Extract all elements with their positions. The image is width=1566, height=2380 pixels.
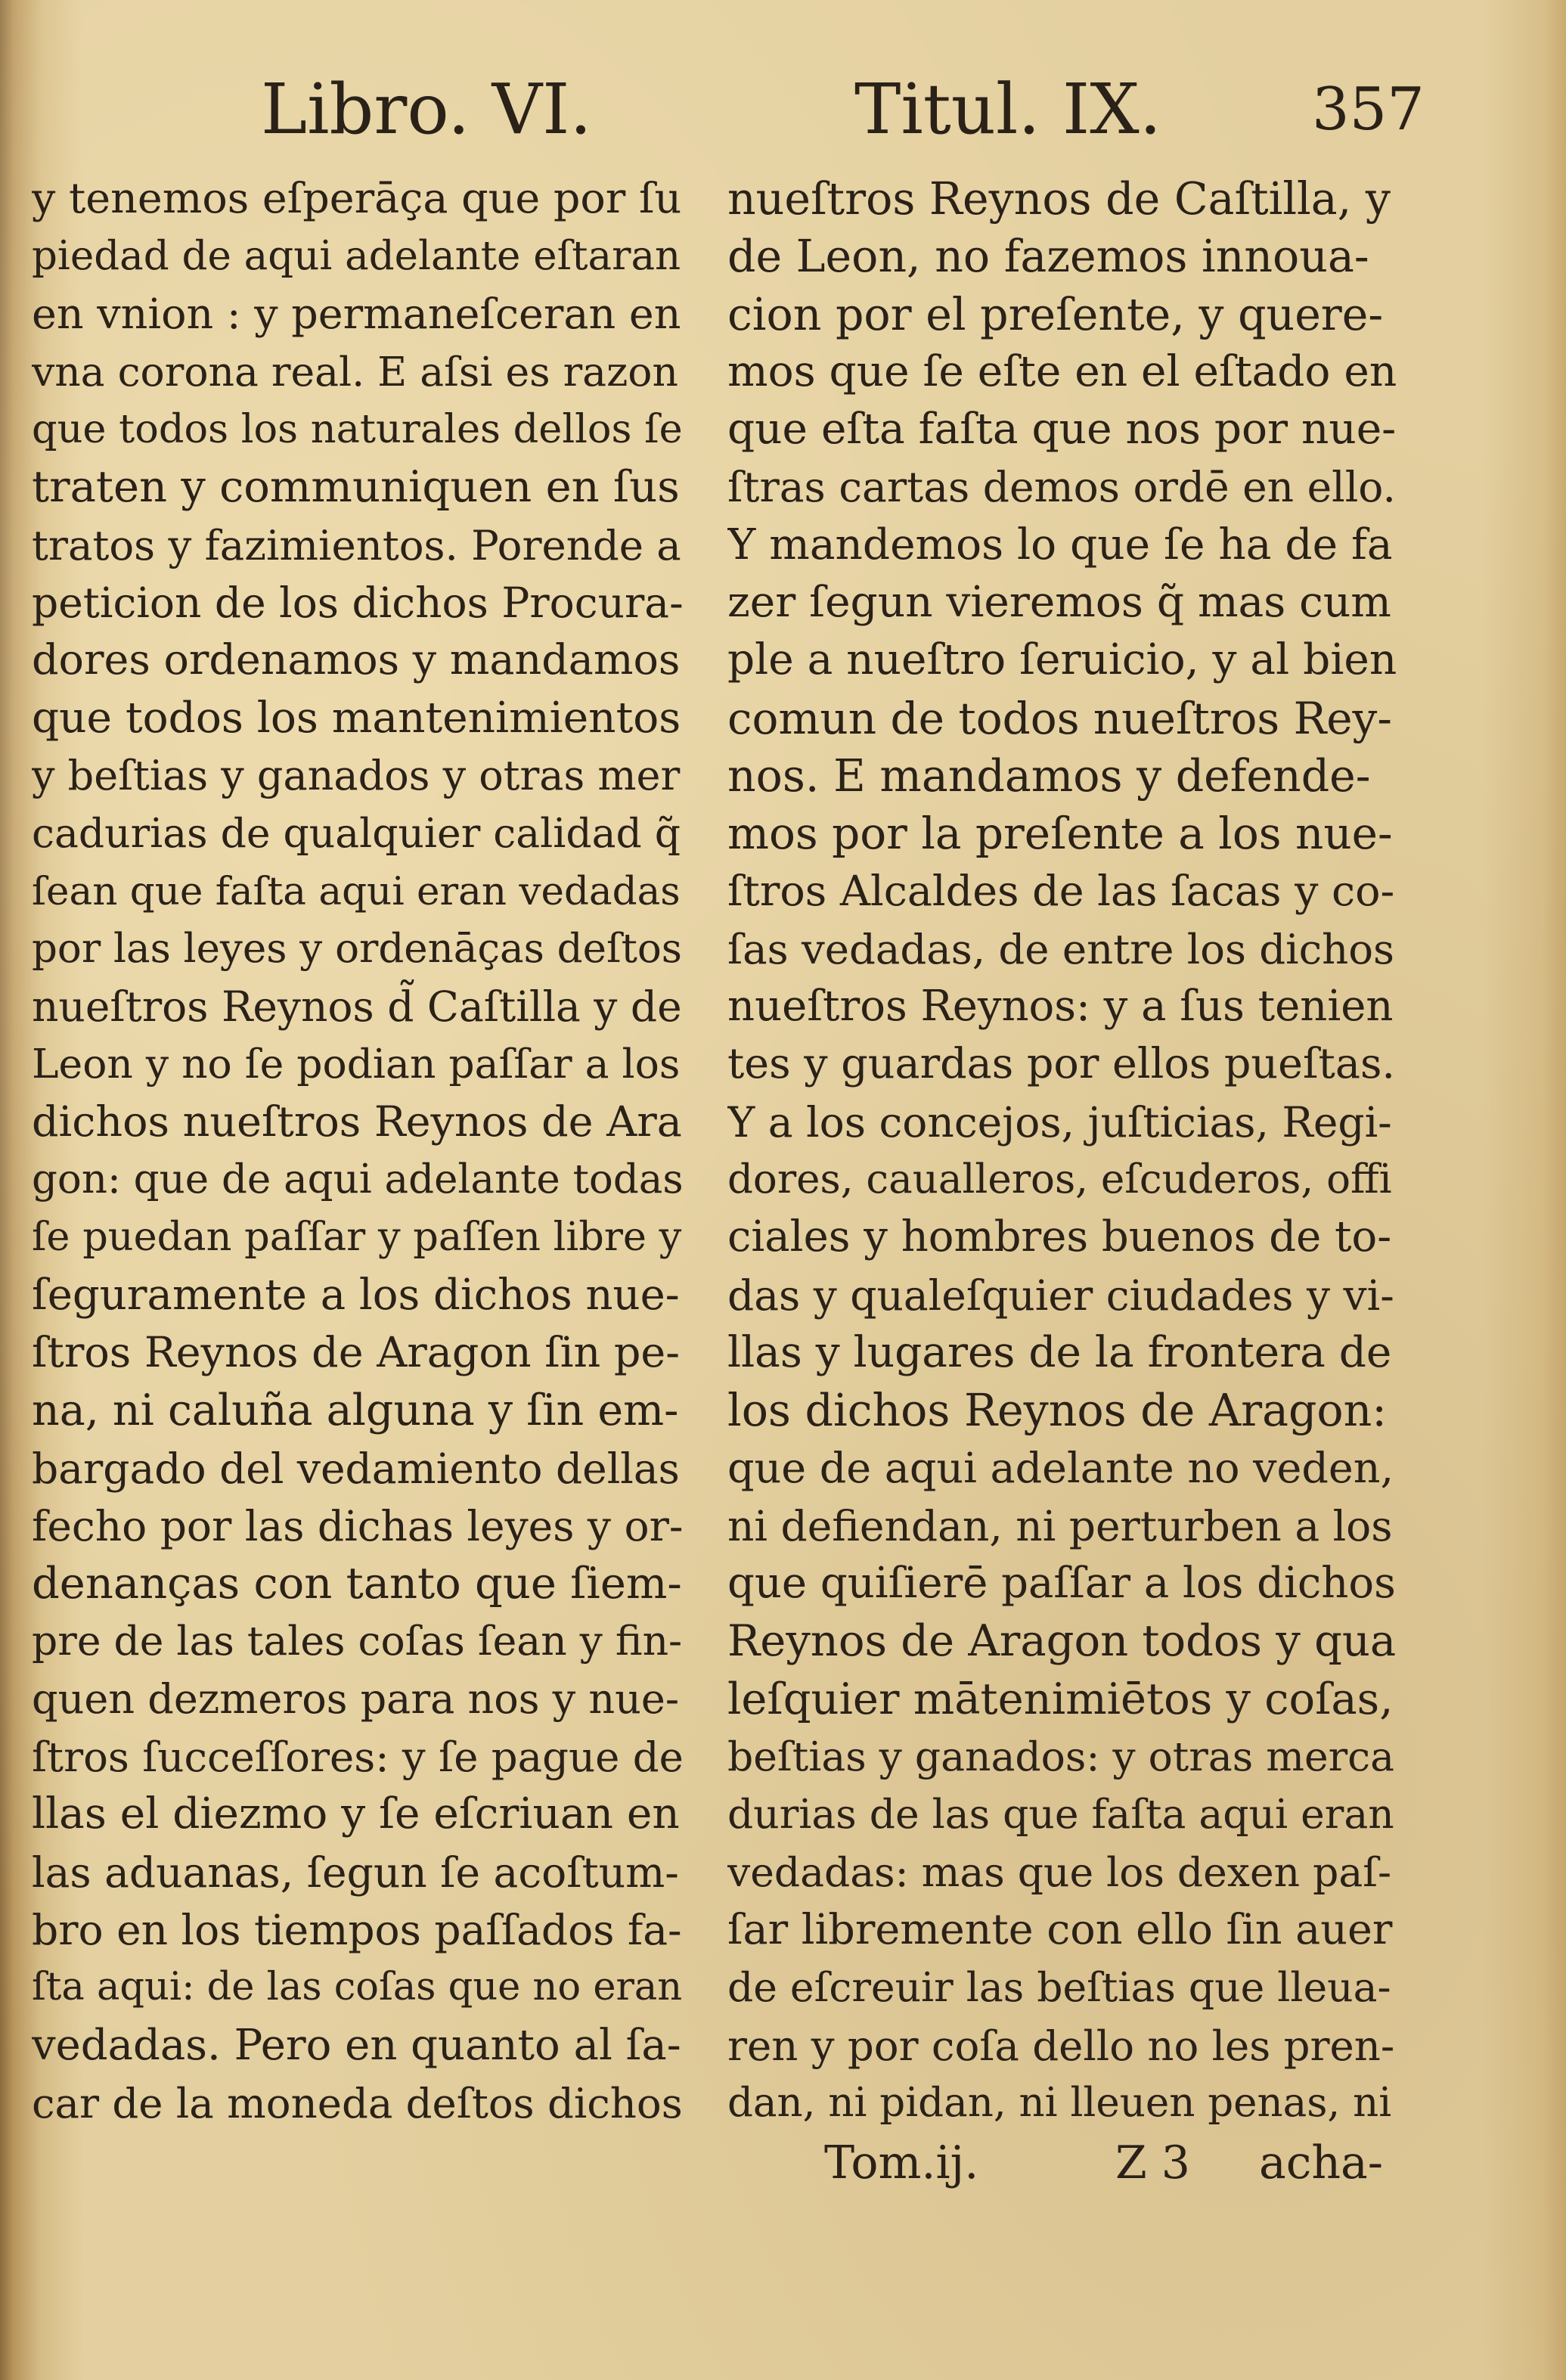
left-text-column	[32, 170, 684, 2132]
text-line: mos por la preſente a los nue-	[727, 808, 1393, 860]
text-line: car de la moneda deſtos dichos	[32, 2078, 683, 2127]
text-line: por las leyes y ordenāças deſtos	[32, 925, 682, 972]
right-text-column	[727, 170, 1397, 2132]
text-line: comun de todos nueſtros Rey-	[727, 692, 1392, 744]
text-line: dores, caualleros, eſcuderos, offi	[727, 1156, 1392, 1203]
text-line: que todos los mantenimientos	[32, 693, 681, 743]
text-line: ſeguramente a los dichos nue-	[32, 1270, 680, 1320]
text-line: tes y guardas por ellos pueſtas.	[727, 1039, 1396, 1089]
running-header	[0, 53, 1566, 166]
footer-catchword: acha-	[1259, 2136, 1384, 2189]
text-line: que todos los naturales dellos ſe	[32, 406, 683, 453]
text-line: que quiſierē paſſar a los dichos	[727, 1559, 1396, 1609]
text-line: das y qualeſquier ciudades y vi-	[727, 1271, 1394, 1320]
text-line: ni defiendan, ni perturben a los	[727, 1501, 1393, 1550]
text-line: peticion de los dichos Procura-	[32, 579, 684, 628]
text-line: y tenemos eſperāça que por ſu	[32, 174, 682, 223]
text-line: que eſta faſta que nos por nue-	[727, 405, 1397, 455]
page-footer	[0, 2125, 1566, 2208]
text-line: nueſtros Reynos d̃ Caſtilla y de	[32, 982, 682, 1032]
text-line: ſtros ſucceſſores: y ſe pague de	[32, 1733, 684, 1782]
text-line: nueſtros Reynos: y a ſus tenien	[727, 982, 1394, 1032]
text-line: vedadas: mas que los dexen paſ-	[727, 1848, 1392, 1896]
text-line: piedad de aqui adelante eſtaran	[32, 233, 681, 280]
header-title: Titul. IX.	[854, 69, 1162, 150]
text-line: llas y lugares de la frontera de	[727, 1327, 1392, 1377]
text-line: los dichos Reynos de Aragon:	[727, 1385, 1388, 1437]
text-line: bargado del vedamiento dellas	[32, 1444, 680, 1493]
text-line: fecho por las dichas leyes y or-	[32, 1501, 684, 1550]
text-line: que de aqui adelante no veden,	[727, 1443, 1394, 1493]
text-line: de eſcreuir las beſtias que lleua-	[727, 1963, 1391, 2012]
text-line: vedadas. Pero en quanto al ſa-	[32, 2020, 681, 2070]
footer-signature: Tom.ij.	[824, 2136, 979, 2189]
text-line: de Leon, no fazemos innoua-	[727, 231, 1369, 283]
text-line: ſas vedadas, de entre los dichos	[727, 924, 1394, 973]
text-line: ciales y hombres buenos de to-	[727, 1212, 1392, 1262]
text-line: durias de las que faſta aqui eran	[727, 1790, 1394, 1839]
text-line: mos que ſe eſte en el eſtado en	[727, 346, 1397, 396]
text-line: denanças con tanto que ſiem-	[32, 1558, 682, 1609]
text-line: zer ſegun vieremos q̃ mas cum	[727, 578, 1391, 628]
page-number: 357	[1312, 76, 1425, 144]
footer-gathering-mark: Z 3	[1115, 2136, 1190, 2189]
header-book: Libro. VI.	[261, 69, 592, 150]
text-line: Leon y no ſe podian paſſar a los	[32, 1040, 681, 1088]
text-line: ple a nueſtro ſeruicio, y al bien	[727, 635, 1397, 685]
text-line: bro en los tiempos paſſados fa-	[32, 1905, 682, 1954]
text-line: na, ni caluña alguna y ſin em-	[32, 1385, 679, 1436]
text-line: ſta aqui: de las coſas que no eran	[32, 1965, 683, 2010]
text-line: y beſtias y ganados y otras mer	[32, 751, 681, 799]
text-line: ſtros Reynos de Aragon ſin pe-	[32, 1327, 681, 1377]
text-line: Reynos de Aragon todos y qua	[727, 1615, 1397, 1667]
text-line: Y a los concejos, juſticias, Regi-	[727, 1097, 1392, 1147]
text-line: vna corona real. E aſsi es razon	[32, 347, 678, 396]
text-line: tratos y fazimientos. Porende a	[32, 520, 681, 569]
text-line: beſtias y ganados: y otras merca	[727, 1733, 1395, 1781]
text-line: ſean que faſta aqui eran vedadas	[32, 868, 681, 914]
text-line: ſtros Alcaldes de las ſacas y co-	[727, 866, 1395, 916]
text-line: ſtras cartas demos ordē en ello.	[727, 463, 1396, 512]
text-line: cadurias de qualquier calidad q̃	[32, 809, 681, 858]
text-line: ſe puedan paſſar y paſſen libre y	[32, 1214, 682, 1261]
text-line: las aduanas, ſegun ſe acoſtum-	[32, 1848, 679, 1897]
text-line: nueſtros Reynos de Caſtilla, y	[727, 173, 1391, 225]
text-line: pre de las tales coſas ſean y fin-	[32, 1617, 683, 1665]
text-line: ren y por coſa dello no les pren-	[727, 2021, 1395, 2070]
text-line: en vnion : y permaneſceran en	[32, 289, 681, 339]
text-line: dichos nueſtros Reynos de Ara	[32, 1097, 682, 1147]
text-line: gon: que de aqui adelante todas	[32, 1156, 684, 1203]
text-line: ſar libremente con ello ſin auer	[727, 1904, 1393, 1954]
text-line: dores ordenamos y mandamos	[32, 635, 681, 685]
text-line: llas el diezmo y ſe eſcriuan en	[32, 1789, 680, 1839]
text-line: dan, ni pidan, ni lleuen penas, ni	[727, 2079, 1392, 2126]
text-line: nos. E mandamos y defende-	[727, 749, 1371, 802]
text-line: cion por el preſente, y quere-	[727, 288, 1384, 340]
text-line: traten y communiquen en ſus	[32, 461, 680, 513]
text-line: leſquier mātenimiētos y coſas,	[727, 1673, 1394, 1724]
text-line: Y mandemos lo que ſe ha de fa	[727, 520, 1393, 569]
text-line: quen dezmeros para nos y nue-	[32, 1674, 680, 1723]
